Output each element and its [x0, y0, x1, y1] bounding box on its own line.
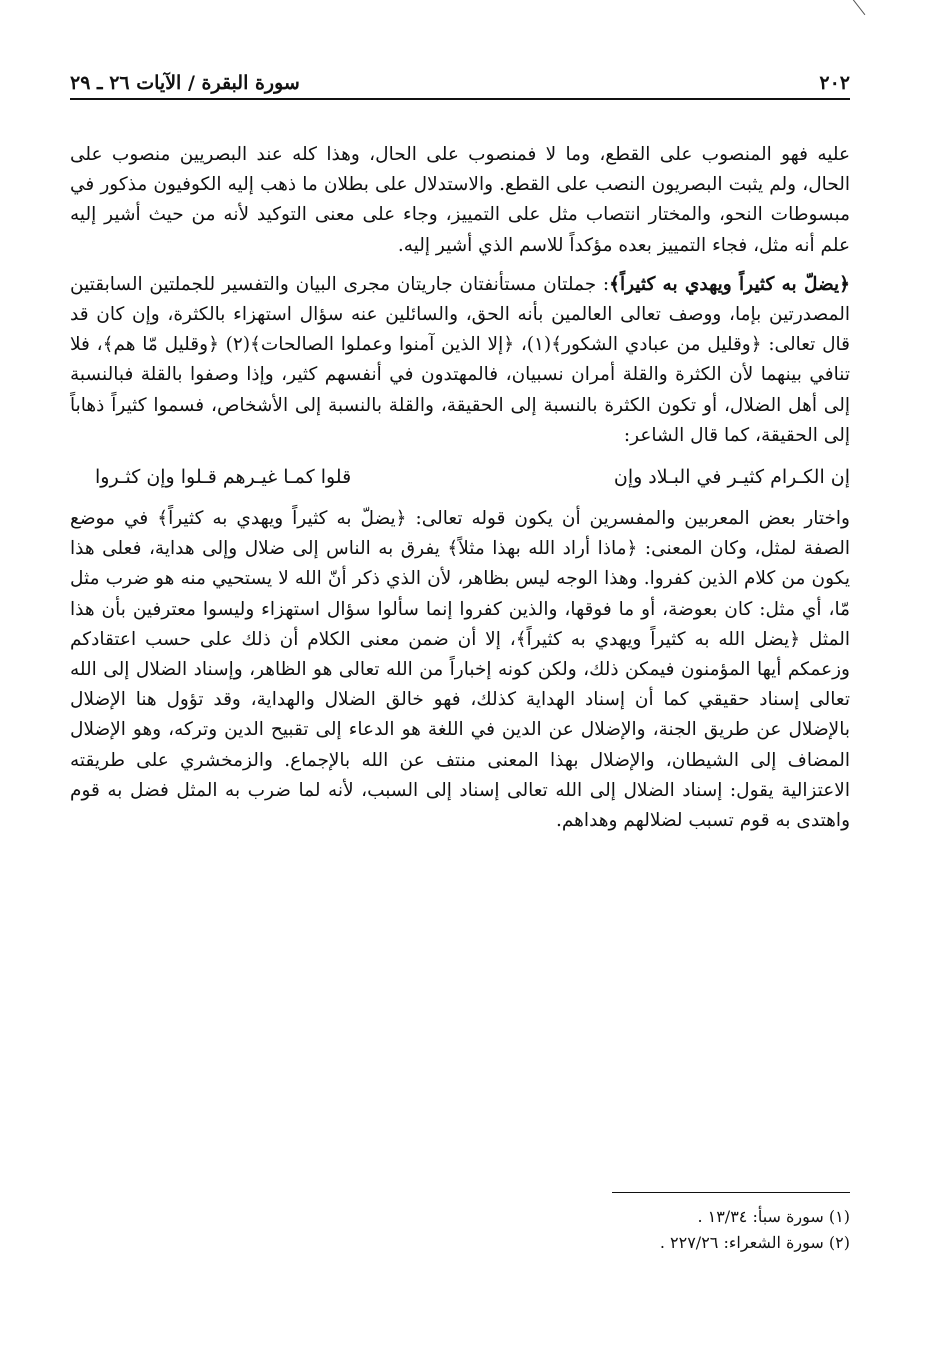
- paragraph-3: واختار بعض المعربين والمفسرين أن يكون قوله تعالى: ﴿يضلّ به كثيراً ويهدي به كثيراً﴾ في موضع الصفة لمثل، وكان المعنى: ﴿ماذا أراد الله بهذا مثلاً﴾ يفرق به الناس إلى ضلال وإلى هداية، فعلى هذا يكون من كلام الذين كفروا. وهذا الوجه ليس بظاهر، لأن الذي ذكر أنّ الله لا يستحيي منه هو ضرب مثل مّا، أي مثل: كان بعوضة، أو ما فوقها، والذين كفروا إنما سألوا سؤال استهزاء وليسوا معترفين بأن هذا المثل ﴿يضل الله به كثيراً ويهدي به كثيراً﴾، إلا أن ضمن معنى الكلام أن ذلك على حسب اعتقادكم وزعمكم أيها المؤمنون فيمكن ذلك، ولكن كونه إخباراً من الله تعالى هو الظاهر، وإسناد الضلال إلى الله تعالى إسناد حقيقي كما أن إسناد الهداية كذلك، فهو خالق الضلال والهداية، وقد تؤول هنا الإضلال بالإضلال عن طريق الجنة، والإضلال عن الدين في اللغة هو الدعاء إلى تقبيح الدين وتركه، وهو الإضلال المضاف إلى الشيطان، والإضلال بهذا المعنى منتف عن الله بالإجماع. والزمخشري على طريقته الاعتزالية يقول: إسناد الضلال إلى الله تعالى إسناد إلى السبب، لأنه لما ضرب به المثل فضل به قوم واهتدى به قوم تسبب لضلالهم وهداهم.: [70, 508, 850, 832]
- running-header: [70, 62, 850, 100]
- quran-quote: ﴿يضلّ به كثيراً ويهدي به كثيراً﴾: [609, 273, 850, 295]
- paragraph-1: عليه فهو المنصوب على القطع، وما لا فمنصوب على الحال، وهذا كله عند البصريين منصوب على الحال، ولم يثبت البصريون النصب على القطع. والاستدلال على بطلان ما ذهب إليه الكوفيون مذكور في مبسوطات النحو، والمختار انتصاب مثل على التمييز، وجاء على معنى التوكيد لأنه من حيث أشير إليه علم أنه مثل، فجاء التمييز بعده مؤكداً للاسم الذي أشير إليه.: [70, 144, 850, 256]
- scan-corner-mark: [851, 0, 866, 16]
- footnotes: [70, 1204, 850, 1256]
- footnote-separator: [612, 1192, 850, 1193]
- verse-first-hemistich: إن الكـرام كثيـر في البـلاد وإن: [613, 466, 850, 489]
- paragraph-2: [70, 270, 850, 451]
- section-title: سورة البقرة / الآيات ٢٦ ـ ٢٩: [70, 72, 300, 94]
- main-text: [70, 140, 850, 845]
- paragraph-2-text: : جملتان مستأنفتان جاريتان مجرى البيان والتفسير للجملتين السابقتين المصدرتين بإما، ووصف تعالى العالمين بأنه الحق، والسائلين عنه سؤال استهزاء بالكثرة، وإن كان قد قال تعالى: ﴿وقليل من عبادي الشكور﴾(١)، ﴿إلا الذين آمنوا وعملوا الصالحات﴾(٢) ﴿وقليل مّا هم﴾، فلا تنافي بينهما لأن الكثرة والقلة أمران نسبيان، فالمهتدون في أنفسهم كثير، وإذا وصفوا بالقلة فبالنسبة إلى أهل الضلال، أو تكون الكثرة بالنسبة إلى الحقيقة، والقلة بالنسبة إلى الأشخاص، فسموا كثيراً ذهاباً إلى الحقيقة، كما قال الشاعر:: [70, 273, 850, 446]
- footnote-1: (١) سورة سبأ: ١٣/٣٤ .: [697, 1207, 850, 1226]
- footnote-2: (٢) سورة الشعراء: ٢٢٧/٢٦ .: [659, 1233, 850, 1252]
- poetry-verse: [70, 460, 850, 494]
- verse-second-hemistich: قلوا كمـا غيـرهم قـلوا وإن كثـروا: [95, 466, 352, 489]
- page-number: ٢٠٢: [819, 72, 850, 94]
